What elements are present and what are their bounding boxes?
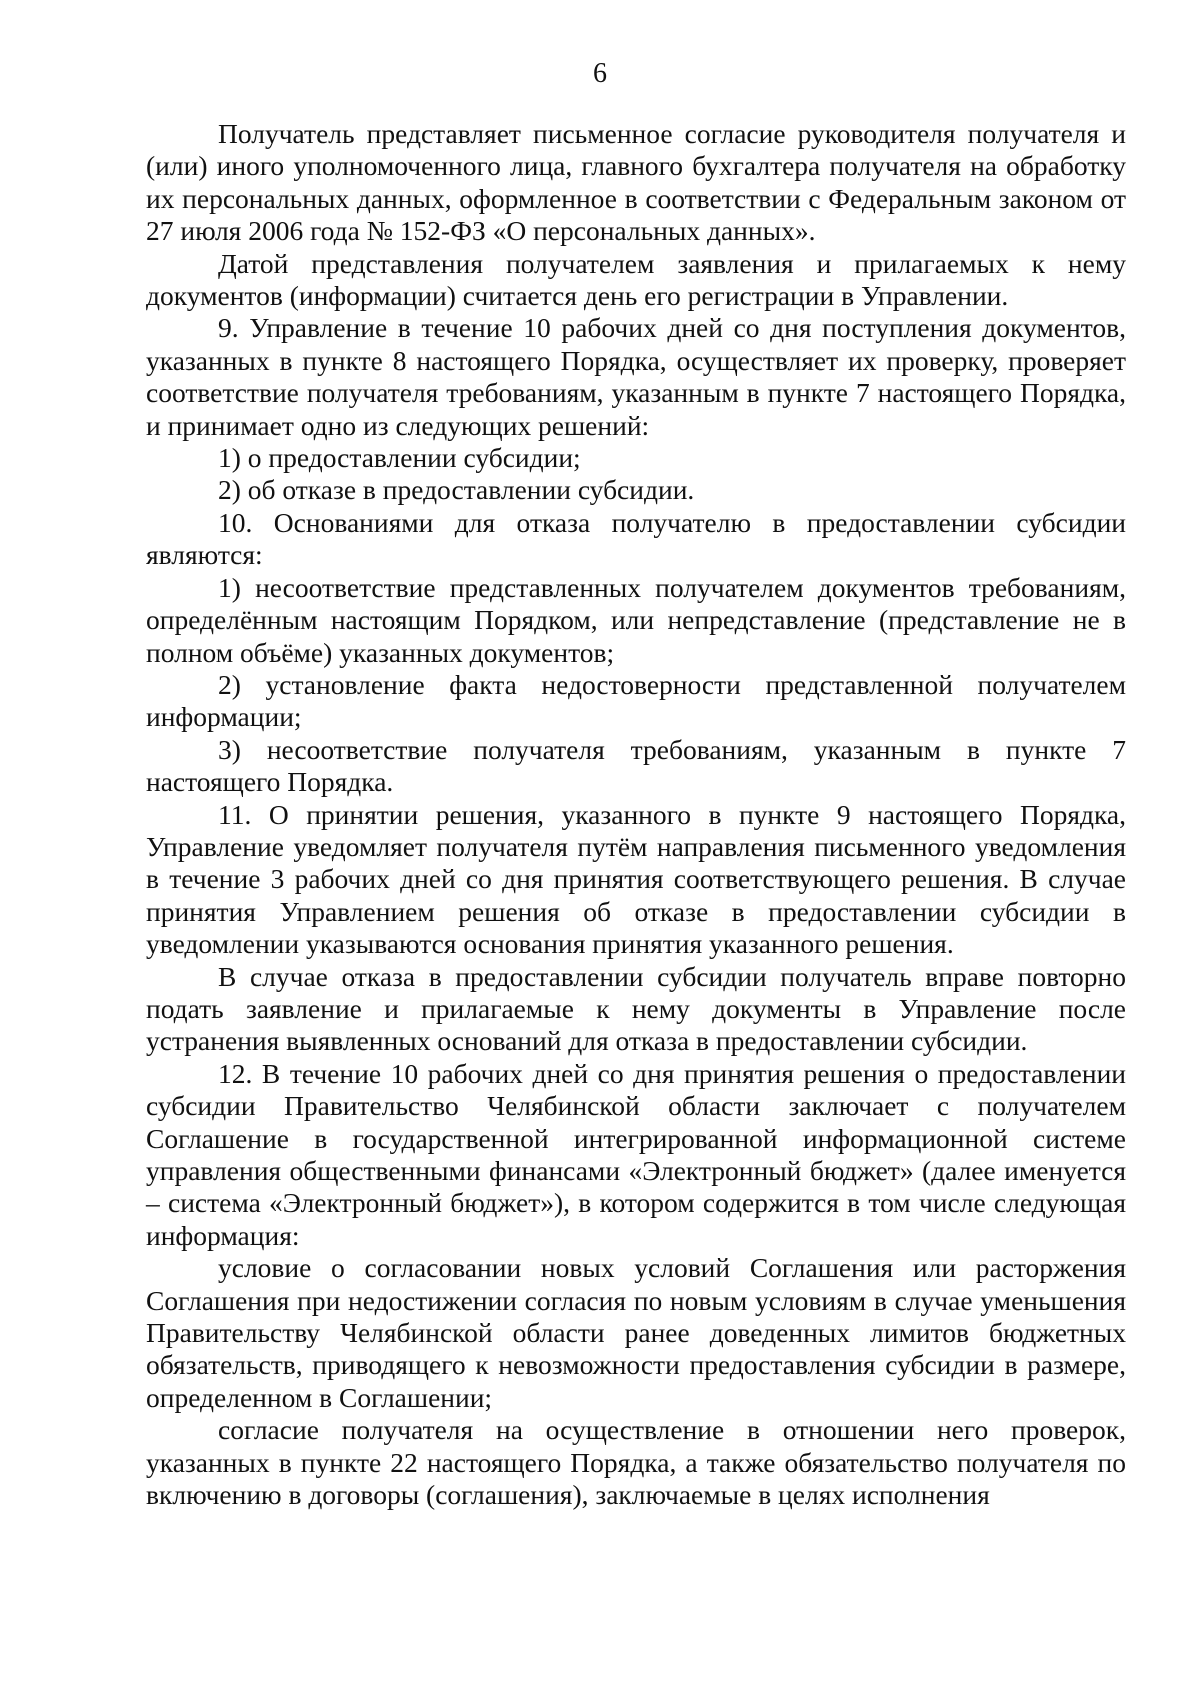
paragraph-item-11: 11. О принятии решения, указанного в пункте 9 настоящего Порядка, Управление уведомляет получателя путём направления письменного уведомления в течение 3 рабочих дней со дня принятия соответствующего решения. В случае принятия Управлением решения об отказе в предоставлении субсидии в уведомлении указываются основания принятия указанного решения. bbox=[146, 798, 1126, 960]
paragraph-item-12: 12. В течение 10 рабочих дней со дня принятия решения о предоставлении субсидии Правительство Челябинской области заключает с получателем Соглашение в государственной интегрированной информационной системе управления общественными финансами «Электронный бюджет» (далее именуется – система «Электронный бюджет»), в котором содержится в том числе следующая информация: bbox=[146, 1057, 1126, 1251]
paragraph-submission-date: Датой представления получателем заявления и прилагаемых к нему документов (информации) считается день его регистрации в Управлении. bbox=[146, 247, 1126, 312]
paragraph-refusal-resubmission: В случае отказа в предоставлении субсидии получатель вправе повторно подать заявление и прилагаемые к нему документы в Управление после устранения выявленных оснований для отказа в предоставлении субсидии. bbox=[146, 960, 1126, 1057]
paragraph-item-10-reason-1: 1) несоответствие представленных получателем документов требованиям, определённым настоящим Порядком, или непредставление (представление не в полном объёме) указанных документов; bbox=[146, 571, 1126, 668]
paragraph-item-9-option-2: 2) об отказе в предоставлении субсидии. bbox=[218, 474, 695, 506]
paragraph-item-10-reason-3: 3) несоответствие получателя требованиям, указанным в пункте 7 настоящего Порядка. bbox=[146, 733, 1126, 798]
paragraph-item-10-reason-2: 2) установление факта недостоверности представленной получателем информации; bbox=[146, 668, 1126, 733]
paragraph-consent: Получатель представляет письменное согласие руководителя получателя и (или) иного уполномоченного лица, главного бухгалтера получателя на обработку их персональных данных, оформленное в соответствии с Федеральным законом от 27 июля 2006 года № 152-ФЗ «О персональных данных». bbox=[146, 118, 1126, 247]
page-number: 6 bbox=[593, 58, 607, 89]
paragraph-item-9-option-1: 1) о предоставлении субсидии; bbox=[218, 442, 581, 474]
paragraph-item-10: 10. Основаниями для отказа получателю в предоставлении субсидии являются: bbox=[146, 506, 1126, 571]
document-body bbox=[146, 118, 1126, 1511]
paragraph-condition-agreement: условие о согласовании новых условий Соглашения или расторжения Соглашения при недостижении согласия по новым условиям в случае уменьшения Правительству Челябинской области ранее доведенных лимитов бюджетных обязательств, приводящего к невозможности предоставления субсидии в размере, определенном в Соглашении; bbox=[146, 1252, 1126, 1413]
paragraph-consent-inspections: согласие получателя на осуществление в отношении него проверок, указанных в пункте 22 настоящего Порядка, а также обязательство получателя по включению в договоры (соглашения), заключаемые в целях исполнения bbox=[146, 1414, 1126, 1511]
paragraph-item-9: 9. Управление в течение 10 рабочих дней со дня поступления документов, указанных в пункте 8 настоящего Порядка, осуществляет их проверку, проверяет соответствие получателя требованиям, указанным в пункте 7 настоящего Порядка, и принимает одно из следующих решений: bbox=[146, 312, 1126, 441]
